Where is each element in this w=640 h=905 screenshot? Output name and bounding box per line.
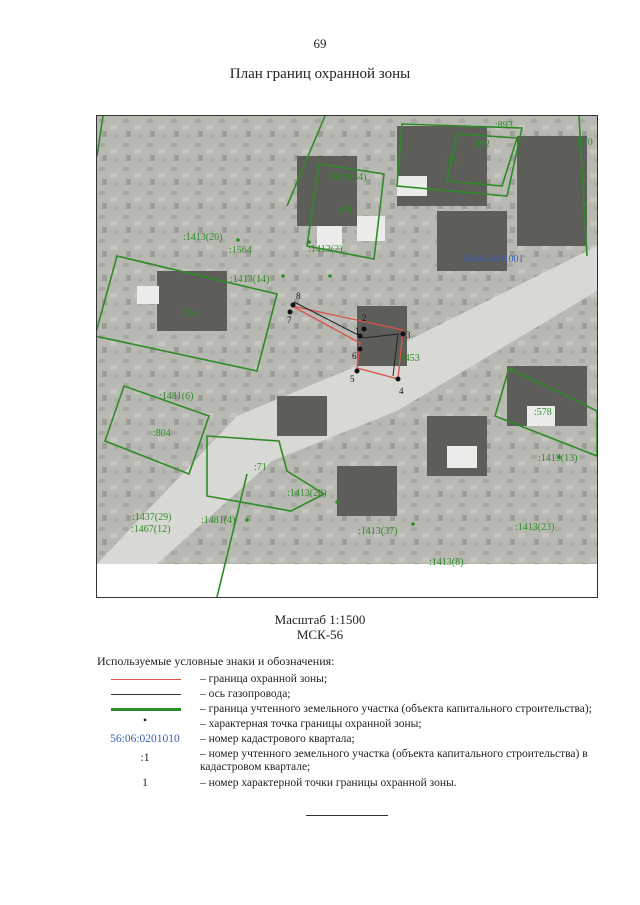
scale-label: Масштаб 1:1500 — [274, 612, 366, 627]
parcel-label: :1481(6) — [159, 391, 194, 402]
parcel-label: :1467(12) — [131, 524, 171, 535]
legend-text: – номер характерной точки границы охранной зоны. — [200, 777, 457, 789]
parcel-label: :570 — [575, 137, 593, 148]
point-label: 7 — [287, 315, 292, 325]
point-label: 4 — [399, 386, 404, 396]
legend-text: – граница учтенного земельного участка (объекта капитального строительства); — [200, 703, 592, 715]
legend-text: – характерная точка границы охранной зоны; — [200, 718, 422, 730]
gas-axis-symbol — [111, 694, 181, 695]
point-label: 3 — [406, 330, 411, 340]
point-label: 2 — [362, 313, 367, 323]
legend-text: – граница охранной зоны; — [200, 673, 328, 685]
zone-boundary-symbol — [111, 679, 181, 680]
page-number: 69 — [313, 36, 327, 51]
quarter-number-symbol: 56:06:0201010 — [110, 733, 180, 745]
parcel-label: :804 — [153, 428, 171, 439]
legend-title: Используемые условные знаки и обозначения: — [97, 654, 335, 668]
parcel-label: :1413(23) — [515, 522, 555, 533]
parcel-label: :1437(29) — [132, 512, 172, 523]
parcel-label: :1413(20) — [183, 232, 223, 243]
parcel-label: :1413(8) — [429, 557, 464, 568]
end-rule — [306, 815, 388, 816]
parcel-label: :893 — [495, 120, 513, 131]
legend-text: – номер кадастрового квартала; — [200, 733, 355, 745]
point-symbol: • — [142, 715, 148, 727]
parcel-label: :749 — [180, 309, 198, 320]
parcel-label: :891 — [444, 156, 462, 167]
point-label: 6 — [352, 351, 357, 361]
aerial-map — [97, 116, 597, 597]
parcel-label: :1413(13) — [538, 453, 578, 464]
parcel-label: :1564 — [229, 245, 252, 256]
parcel-label: :630 — [337, 205, 355, 216]
legend-text: – ось газопровода; — [200, 688, 291, 700]
map-scale — [0, 612, 640, 642]
parcel-boundary-symbol — [111, 708, 181, 711]
parcel-label: :578 — [534, 407, 552, 418]
parcel-label: :1481(4) — [201, 515, 236, 526]
parcel-label: :1413(37) — [358, 526, 398, 537]
parcel-label: :892 — [472, 139, 490, 150]
point-label: 8 — [296, 291, 301, 301]
page-title: План границ охранной зоны — [229, 66, 411, 82]
parcel-label: :71 — [254, 462, 267, 473]
parcel-label: :1413(14) — [230, 274, 270, 285]
point-label: 1 — [355, 326, 360, 336]
legend-text: – номер учтенного земельного участка (объекта капитального строительства) в кадастровом квартале; — [200, 748, 588, 773]
quarter-number: 56:06:0401001 — [463, 254, 524, 265]
point-label: 5 — [350, 374, 355, 384]
parcel-label: :1413(2) — [308, 244, 343, 255]
parcel-label: :1413(34) — [327, 172, 367, 183]
parcel-label: :1413(28) — [287, 488, 327, 499]
parcel-number-symbol: :1 — [140, 752, 150, 764]
coordinate-system-label: МСК-56 — [296, 627, 344, 642]
point-number-symbol: 1 — [142, 777, 148, 789]
parcel-label: :1453 — [397, 353, 420, 364]
map-frame — [96, 115, 598, 598]
